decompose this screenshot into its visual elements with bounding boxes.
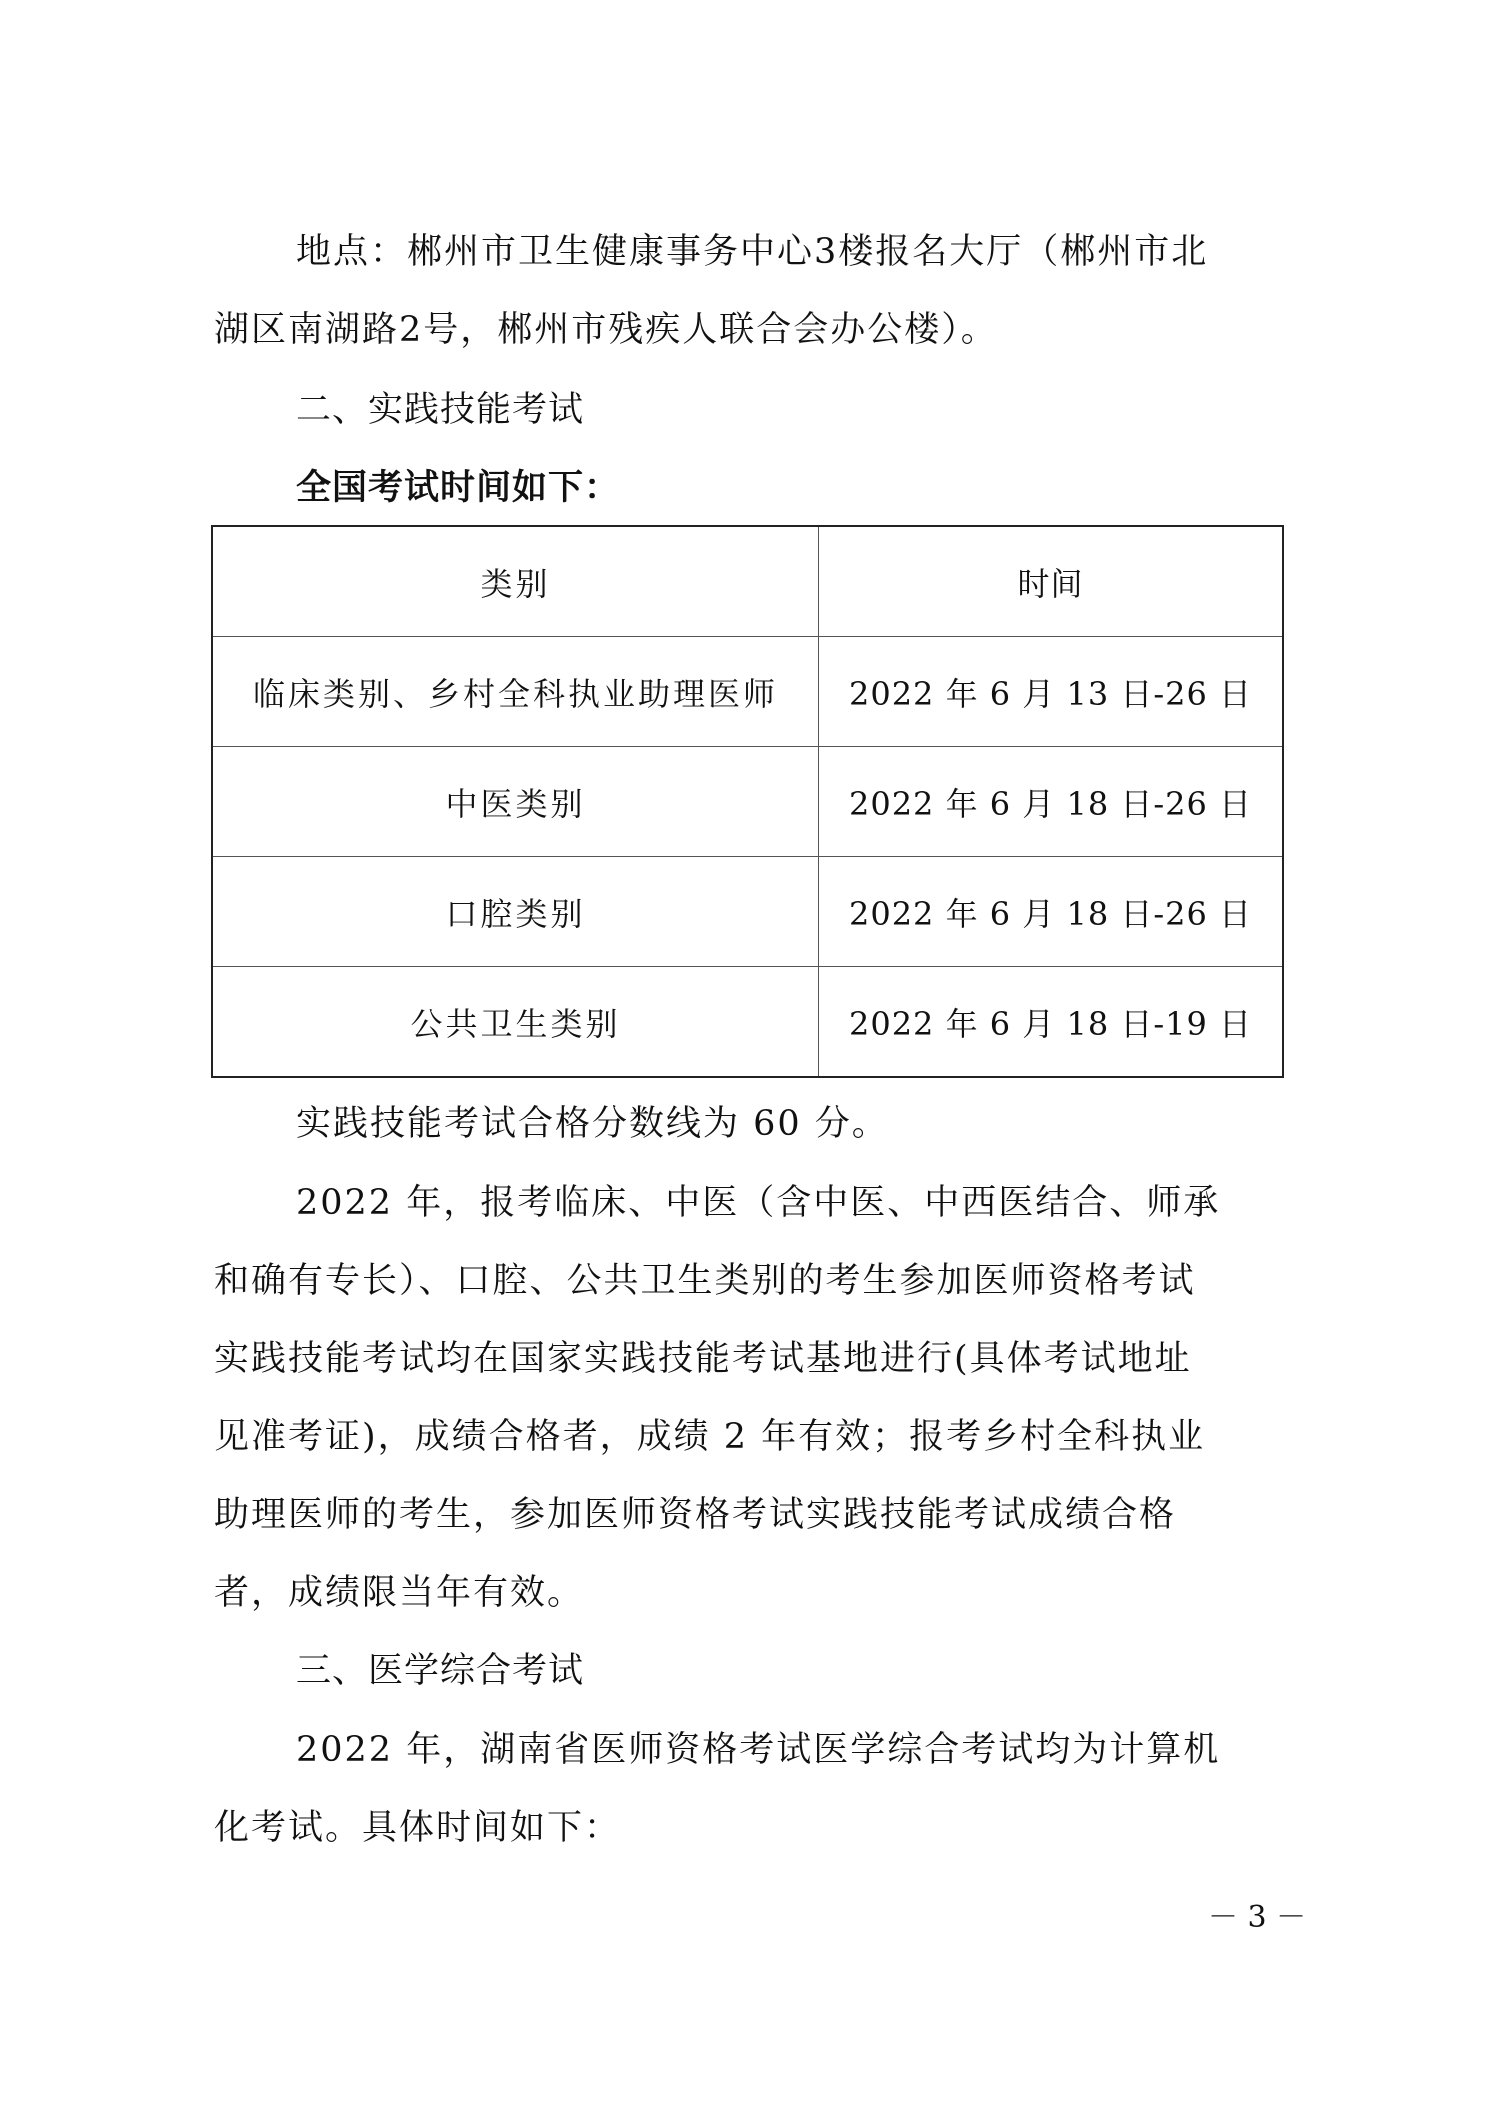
passing-score-text: 实践技能考试合格分数线为 60 分。	[296, 1104, 889, 1144]
table-row	[212, 637, 1283, 747]
location-line-2: 湖区南湖路2号，郴州市残疾人联合会办公楼）。	[214, 310, 998, 350]
time-cell: 2022 年 6 月 13 日-26 日	[819, 637, 1283, 747]
para-comp-line-2: 化考试。具体时间如下：	[214, 1808, 622, 1848]
para-2022-line-2: 和确有专长）、口腔、公共卫生类别的考生参加医师资格考试	[214, 1261, 1196, 1301]
time-cell: 2022 年 6 月 18 日-26 日	[819, 857, 1283, 967]
time-cell: 2022 年 6 月 18 日-19 日	[819, 967, 1283, 1078]
table-row	[212, 857, 1283, 967]
para-comp-line-1: 2022 年，湖南省医师资格考试医学综合考试均为计算机	[296, 1730, 1221, 1770]
table-row	[212, 967, 1283, 1078]
header-time: 时间	[819, 526, 1283, 637]
category-cell: 公共卫生类别	[212, 967, 819, 1078]
time-cell: 2022 年 6 月 18 日-26 日	[819, 747, 1283, 857]
page-number: － 3 －	[1208, 1900, 1307, 1935]
para-2022-line-3: 实践技能考试均在国家实践技能考试基地进行(具体考试地址	[214, 1339, 1192, 1379]
category-cell: 临床类别、乡村全科执业助理医师	[212, 637, 819, 747]
category-cell: 中医类别	[212, 747, 819, 857]
section2-heading: 二、实践技能考试	[296, 390, 585, 430]
para-2022-line-4: 见准考证)，成绩合格者，成绩 2 年有效；报考乡村全科执业	[214, 1417, 1206, 1457]
national-schedule-heading: 全国考试时间如下：	[296, 468, 621, 508]
header-category: 类别	[212, 526, 819, 637]
table-header-row	[212, 526, 1283, 637]
para-2022-line-5: 助理医师的考生，参加医师资格考试实践技能考试成绩合格	[214, 1495, 1177, 1535]
practical-exam-schedule-table	[211, 525, 1284, 1078]
table-row	[212, 747, 1283, 857]
para-2022-line-1: 2022 年，报考临床、中医（含中医、中西医结合、师承	[296, 1183, 1221, 1223]
para-2022-line-6: 者，成绩限当年有效。	[214, 1573, 585, 1613]
location-line-1: 地点：郴州市卫生健康事务中心3楼报名大厅（郴州市北	[296, 232, 1209, 272]
category-cell: 口腔类别	[212, 857, 819, 967]
section3-heading: 三、医学综合考试	[296, 1651, 585, 1691]
